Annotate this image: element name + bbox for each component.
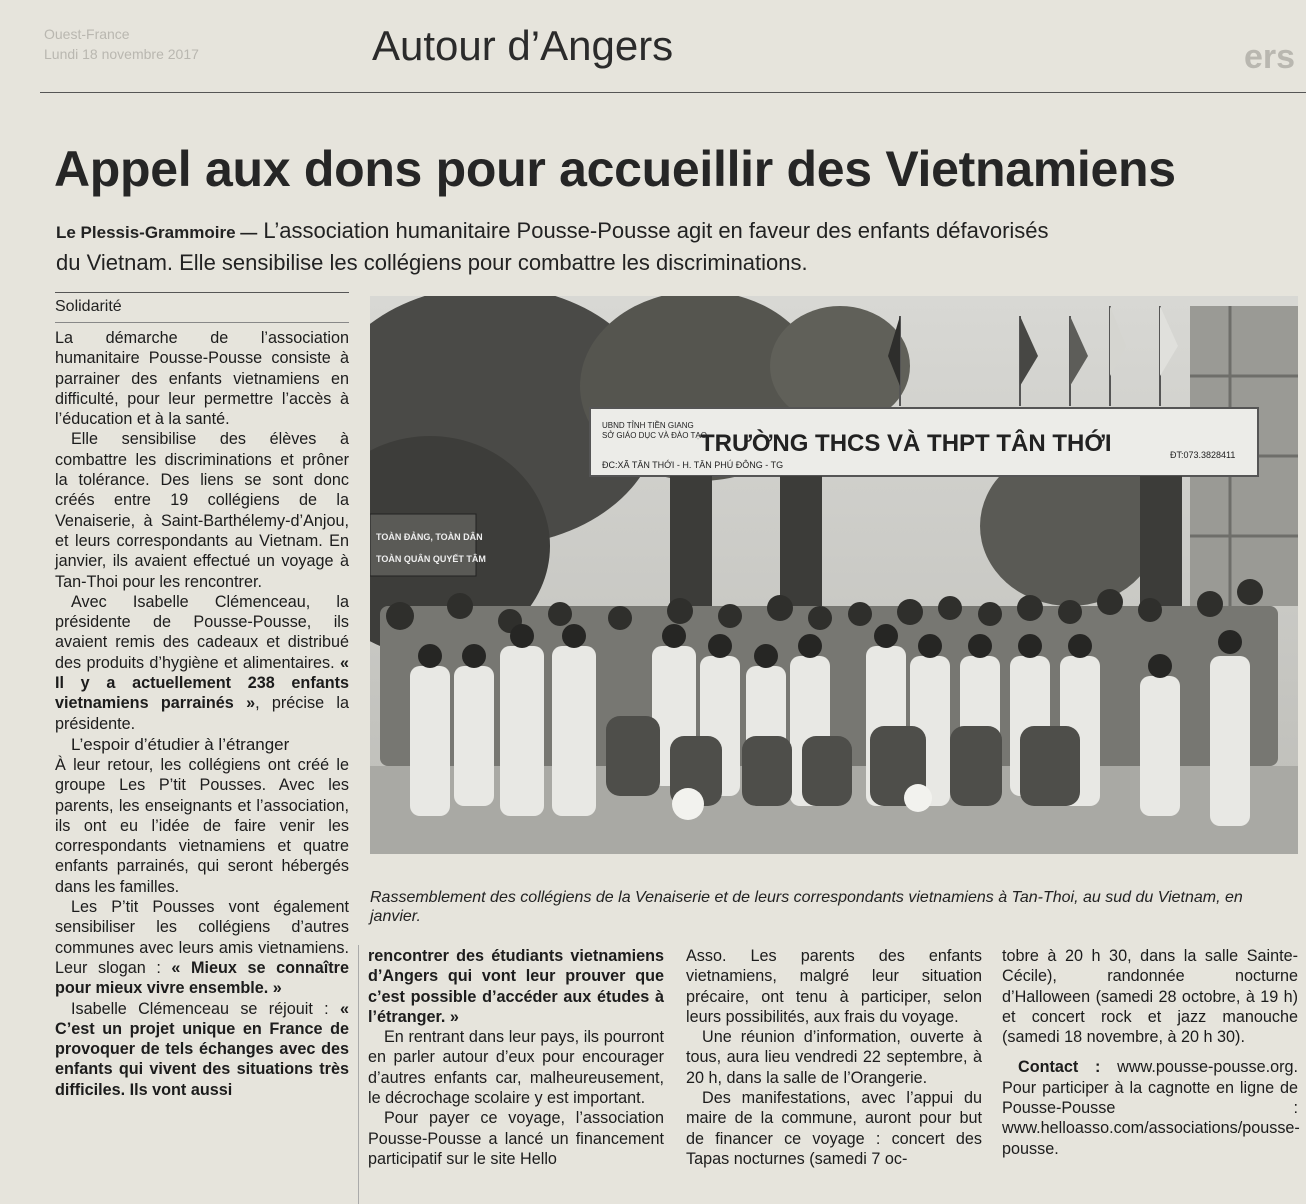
article-column-4 — [1002, 946, 1298, 1159]
article-column-2 — [368, 946, 664, 1169]
sign-phone: ĐT:073.3828411 — [1170, 450, 1236, 460]
quote: « Il y a actuellement 238 enfants vietnamiens parrainés » — [55, 653, 350, 713]
banner-line-1: TOÀN ĐẢNG, TOÀN DÂN — [376, 532, 483, 542]
standfirst-text: L’association humanitaire Pousse-Pousse agit en faveur des enfants défavorisés du Vietnam. Elle sensibilise les collégiens pour combattre les discriminations. — [56, 218, 1049, 275]
paragraph: Asso. Les parents des enfants vietnamiens, malgré leur situation précaire, ont tenu à participer, selon leurs possibilités, aux frais du voyage. — [686, 947, 982, 1026]
contact-text: www.pousse-pousse.org. Pour participer à la cagnotte en ligne de Pousse-Pousse : www.helloasso.com/associations/pousse-pousse. — [1002, 1058, 1300, 1158]
paragraph: Une réunion d’information, ouverte à tous, aura lieu vendredi 22 septembre, à 20 h, dans la salle de l’Orangerie. — [686, 1028, 982, 1087]
paragraph — [55, 897, 349, 998]
sign-small-top: UBND TỈNH TIỀN GIANG — [602, 421, 694, 430]
paragraph — [368, 946, 664, 1027]
kicker-rule-top — [55, 292, 349, 293]
ghost-date: Lundi 18 novembre 2017 — [44, 46, 199, 62]
column-rule — [358, 945, 359, 1204]
text-run: , précise la présidente. — [55, 694, 350, 733]
paragraph — [55, 592, 349, 734]
kicker-rule-bottom — [55, 322, 349, 323]
paragraph: Pour payer ce voyage, l’association Pousse-Pousse a lancé un financement participatif sur le site Hello — [368, 1109, 664, 1168]
subheading: L’espoir d’étudier à l’étranger — [71, 734, 290, 754]
quote: « Mieux se connaître pour mieux vivre ensemble. » — [55, 958, 349, 998]
quote: rencontrer des étudiants vietnamiens d’Angers qui vont leur prouver que c’est possible d’accéder aux études à l’étranger. » — [368, 947, 664, 1026]
photo-caption: Rassemblement des collégiens de la Venaiserie et de leurs correspondants vietnamiens à Tan-Thoi, au sud du Vietnam, en janvier. — [370, 889, 1243, 925]
contact-label: Contact : — [1018, 1058, 1101, 1077]
ghost-paper-name: Ouest-France — [44, 26, 130, 42]
paragraph: En rentrant dans leur pays, ils pourront en parler autour d’eux pour encourager d’autres enfants car, malheureusement, le décrochage scolaire y est important. — [368, 1028, 664, 1108]
banner-line-2: TOÀN QUÂN QUYẾT TÂM — [376, 554, 486, 564]
paragraph: Elle sensibilise des élèves à combattre les discriminations et prôner la tolérance. Des liens se sont donc créés entre 19 collégiens de la Venaiserie, à Saint-Barthélemy-d’Anjou, et leurs correspondants au Vietnam. En janvier, ils avaient effectué un voyage à Tan-Thoi pour les rencontrer. — [55, 430, 349, 591]
school-sign: TRƯỜNG THCS VÀ THPT TÂN THỚI — [700, 430, 1112, 457]
article-column-3 — [686, 946, 982, 1169]
article-standfirst — [56, 216, 1076, 278]
dateline: Le Plessis-Grammoire — — [56, 223, 258, 242]
sign-address: ĐC:XÃ TÂN THỚI - H. TÂN PHÚ ĐÔNG - TG — [602, 460, 784, 470]
article-headline: Appel aux dons pour accueillir des Vietnamiens — [54, 141, 1176, 197]
paragraph: La démarche de l’association humanitaire Pousse-Pousse consiste à parrainer des enfants vietnamiens en difficulté, pour leur permettre l’accès à l’éducation et à la santé. — [55, 329, 349, 429]
text-run: Les P’tit Pousses vont également sensibiliser les collégiens d’autres communes avec leurs amis vietnamiens. Leur slogan : — [55, 898, 349, 977]
article-column-1 — [55, 328, 349, 1100]
text-run: Isabelle Clémenceau se réjouit : — [71, 999, 329, 1018]
quote: « C’est un projet unique en France de provoquer de tels échanges avec des enfants qui vivent des situations très difficiles. Ils vont aussi — [55, 999, 349, 1099]
contact-paragraph — [1002, 1057, 1298, 1158]
ghost-bleed-text: ers — [1244, 38, 1296, 76]
paragraph: Des manifestations, avec l’appui du maire de la commune, auront pour but de financer ce voyage : concert des Tapas nocturnes (samedi 7 oc- — [686, 1089, 982, 1168]
group-photo-illustration — [370, 296, 1298, 854]
paragraph: À leur retour, les collégiens ont créé le groupe Les P’tit Pousses. Avec les parents, les enseignants et l’association, ils ont eu l’idée de faire venir les correspondants vietnamiens et quatre enfants parrainés, qui seront hébergés dans les familles. — [55, 755, 349, 896]
article-photo — [370, 296, 1298, 854]
sign-small-sub: SỞ GIÁO DỤC VÀ ĐÀO TẠO — [602, 431, 707, 440]
section-rubric: Autour d’Angers — [372, 22, 674, 69]
paragraph: tobre à 20 h 30, dans la salle Sainte-Cécile), randonnée nocturne d’Halloween (samedi 28 octobre, à 19 h) et concert rock et jazz manouche (samedi 18 novembre, à 20 h 30). — [1002, 947, 1298, 1047]
ghost-masthead — [44, 24, 199, 64]
kicker: Solidarité — [55, 298, 122, 315]
text-run: Avec Isabelle Clémenceau, la présidente de Pousse-Pousse, ils avaient remis des cadeaux et distribué des produits d’hygiène et alimentaires. — [55, 592, 349, 672]
header-rule — [40, 92, 1306, 93]
paragraph — [55, 999, 349, 1100]
